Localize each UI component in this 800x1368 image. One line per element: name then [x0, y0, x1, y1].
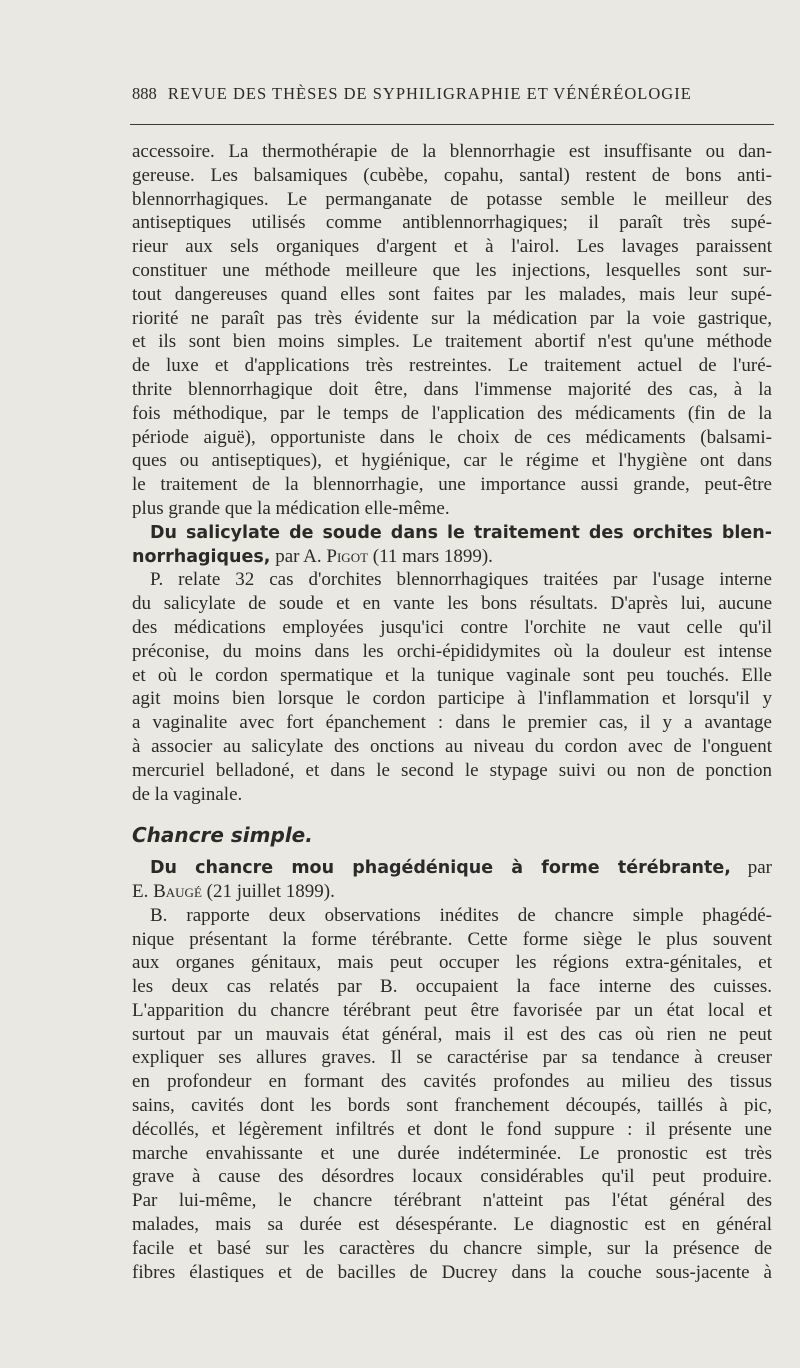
text-line: thrite blennorrhagique doit être, dans l'immense majorité des cas, à la	[132, 378, 772, 400]
article-by: par	[730, 857, 772, 879]
article-title	[132, 856, 772, 880]
paragraph-continued	[132, 140, 772, 521]
text-line: de luxe et d'applications très restreintes. Le traitement actuel de l'uré-	[132, 355, 772, 377]
text-line: a vaginalite avec fort épanchement : dans le premier cas, il y a avantage	[132, 712, 772, 734]
text-line: antiseptiques utilisés comme antiblennorrhagiques; il paraît très supé-	[132, 212, 772, 234]
text-line: surtout par un mauvais état général, mais il est des cas où rien ne peut	[132, 1023, 772, 1045]
article-author: Pigot	[326, 545, 369, 567]
text-line: rieur aux sels organiques d'argent et à l'airol. Les lavages paraissent	[132, 236, 772, 258]
text-body	[132, 140, 772, 1284]
header-rule	[130, 124, 774, 125]
text-line: et ils sont bien moins simples. Le traitement abortif n'est qu'une méthode	[132, 331, 772, 353]
section-heading: Chancre simple.	[132, 823, 313, 848]
text-line: constituer une méthode meilleure que les injections, lesquelles sont sur-	[132, 259, 772, 281]
article-by: par A.	[270, 545, 327, 567]
article-date: (21 juillet 1899).	[201, 880, 335, 902]
article-salicylate	[132, 521, 772, 807]
article-title-continued	[132, 545, 772, 569]
text-line: préconise, du moins dans les orchi-épididymites où la douleur est intense	[132, 640, 772, 662]
text-line: sains, cavités dont les bords sont franchement découpés, taillés à pic,	[132, 1095, 772, 1117]
author-initial: E.	[132, 880, 154, 902]
text-line: riorité ne paraît pas très évidente sur la médication par la voie gastrique,	[132, 307, 772, 329]
text-line: les deux cas relatés par B. occupaient la face interne des cuisses.	[132, 976, 772, 998]
text-line: du salicylate de soude et en vante les bons résultats. D'après lui, aucune	[132, 593, 772, 615]
text-line: expliquer ses allures graves. Il se caractérise par sa tendance à creuser	[132, 1047, 772, 1069]
text-line: et où le cordon spermatique et la tunique vaginale sont peu touchés. Elle	[132, 664, 772, 686]
text-line: accessoire. La thermothérapie de la blennorrhagie est insuffisante ou dan-	[132, 141, 772, 162]
page-number: 888	[132, 84, 157, 103]
article-date: (11 mars 1899).	[368, 545, 493, 567]
article-title-bold: Du chancre mou phagédénique à forme térébrante,	[150, 858, 731, 879]
text-line: en profondeur en formant des cavités profondes au milieu des tissus	[132, 1071, 772, 1093]
text-line: facile et basé sur les caractères du chancre simple, sur la présence de	[132, 1237, 772, 1259]
text-line: B. rapporte deux observations inédites de chancre simple phagédé-	[150, 904, 772, 926]
text-line: gereuse. Les balsamiques (cubèbe, copahu, santal) restent de bons anti-	[132, 164, 772, 186]
text-line: plus grande que la médication elle-même.	[132, 497, 450, 519]
article-author: Baugé	[153, 880, 202, 902]
text-line: blennorrhagiques. Le permanganate de potasse semble le meilleur des	[132, 188, 772, 210]
article-title-bold-end: norrhagiques,	[132, 546, 271, 567]
text-line: ques ou antiseptiques), et hygiénique, car le régime et l'hygiène ont dans	[132, 450, 772, 472]
text-line: aux organes génitaux, mais peut occuper les régions extra-génitales, et	[132, 952, 772, 974]
text-line: L'apparition du chancre térébrant peut être favorisée par un état local et	[132, 999, 772, 1021]
article-title-bold: Du salicylate de soude dans le traitement des orchites blen-	[150, 522, 772, 543]
text-line: P. relate 32 cas d'orchites blennorrhagiques traitées par l'usage interne	[150, 569, 772, 591]
running-header	[132, 84, 772, 104]
text-line: des médications employées jusqu'ici contre l'orchite ne vaut celle qu'il	[132, 616, 772, 638]
text-line: mercuriel belladoné, et dans le second le stypage suivi ou non de ponction	[132, 759, 772, 781]
text-line: marche envahissante et une durée indéterminée. Le pronostic est très	[132, 1142, 772, 1164]
running-title: REVUE DES THÈSES DE SYPHILIGRAPHIE ET VÉNÉRÉOLOGIE	[167, 84, 692, 103]
text-line: grave à cause des désordres locaux considérables qu'il peut produire.	[132, 1166, 772, 1188]
text-line: de la vaginale.	[132, 783, 243, 805]
text-line: période aiguë), opportuniste dans le choix de ces médicaments (balsami-	[132, 426, 772, 448]
text-line: nique présentant la forme térébrante. Cette forme siège le plus souvent	[132, 928, 772, 950]
text-line: agit moins bien lorsque le cordon participe à l'inflammation et lorsqu'il y	[132, 688, 772, 710]
article-title	[132, 521, 772, 545]
text-line: Par lui-même, le chancre térébrant n'atteint pas l'état général des	[132, 1190, 772, 1212]
text-line: à associer au salicylate des onctions au niveau du cordon avec de l'onguent	[132, 735, 772, 757]
text-line: décollés, et légèrement infiltrés et dont le fond suppure : il présente une	[132, 1118, 772, 1140]
text-line: fibres élastiques et de bacilles de Ducrey dans la couche sous-jacente à	[132, 1261, 772, 1283]
text-line: le traitement de la blennorrhagie, une importance aussi grande, peut-être	[132, 474, 772, 496]
text-line: fois méthodique, par le temps de l'application des médicaments (fin de la	[132, 402, 772, 424]
article-chancre	[132, 856, 772, 1284]
article-byline	[132, 880, 772, 904]
text-line: tout dangereuses quand elles sont faites par les malades, mais leur supé-	[132, 283, 772, 305]
text-line: malades, mais sa durée est désespérante. Le diagnostic est en général	[132, 1214, 772, 1236]
